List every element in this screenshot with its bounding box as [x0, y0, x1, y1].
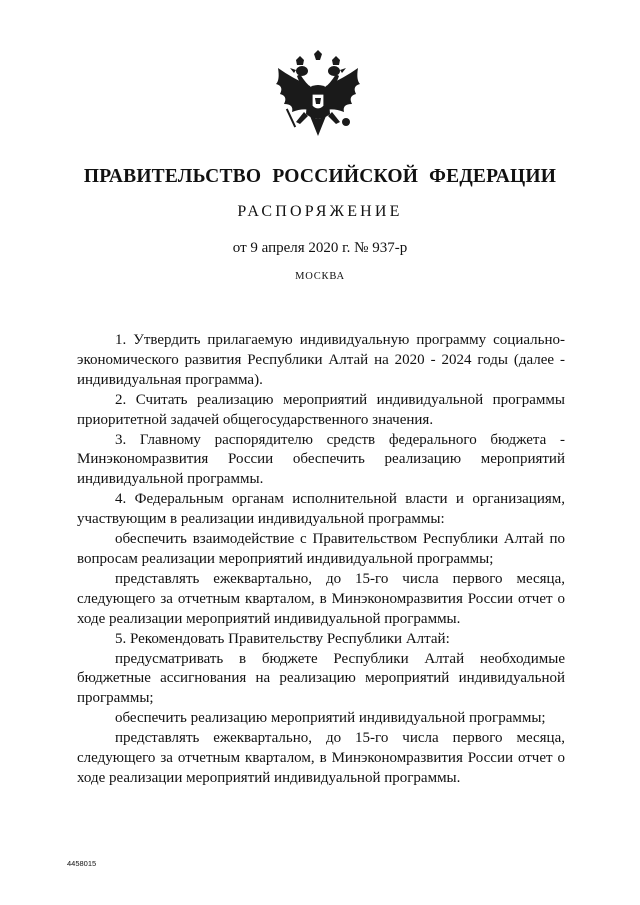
- paragraph-2: 2. Считать реализацию мероприятий индивидуальной программы приоритетной задачей общегосударственного значения.: [77, 391, 565, 428]
- paragraph-5-item-1: предусматривать в бюджете Республики Алтай необходимые бюджетные ассигнования на реализацию мероприятий индивидуальной программы;: [77, 650, 565, 707]
- paragraph-1: 1. Утвердить прилагаемую индивидуальную программу социально-экономического развития Республики Алтай на 2020 - 2024 годы (далее - индивидуальная программа).: [77, 332, 565, 388]
- document-date-number: от 9 апреля 2020 г. № 937-р: [232, 240, 408, 256]
- government-title: ПРАВИТЕЛЬСТВО РОССИЙСКОЙ ФЕДЕРАЦИИ: [83, 166, 557, 187]
- paragraph-4: 4. Федеральным органам исполнительной власти и организациям, участвующим в реализации индивидуальной программы:: [77, 491, 565, 528]
- paragraph-4-item-1: обеспечить взаимодействие с Правительством Республики Алтай по вопросам реализации мероприятий индивидуальной программы;: [77, 531, 565, 567]
- document-body: [77, 331, 565, 789]
- document-type: РАСПОРЯЖЕНИЕ: [237, 203, 403, 220]
- paragraph-5-item-2: обеспечить реализацию мероприятий индивидуальной программы;: [115, 710, 546, 727]
- paragraph-5: 5. Рекомендовать Правительству Республики Алтай:: [115, 630, 450, 647]
- paragraph-3: 3. Главному распорядителю средств федерального бюджета - Минэкономразвития России обеспечить реализацию мероприятий индивидуальной программы.: [77, 431, 565, 488]
- document-code: 4458015: [67, 859, 97, 868]
- document-city: МОСКВА: [295, 271, 345, 282]
- paragraph-4-item-2: представлять ежеквартально, до 15-го числа первого месяца, следующего за отчетным кварталом, в Минэкономразвития России отчет о ходе реализации мероприятий индивидуальной программы.: [77, 570, 565, 627]
- paragraph-5-item-3: представлять ежеквартально, до 15-го числа первого месяца, следующего за отчетным кварталом, в Минэкономразвития России отчет о ходе реализации мероприятий индивидуальной программы.: [77, 730, 565, 786]
- russian-coat-of-arms-icon: [270, 50, 366, 146]
